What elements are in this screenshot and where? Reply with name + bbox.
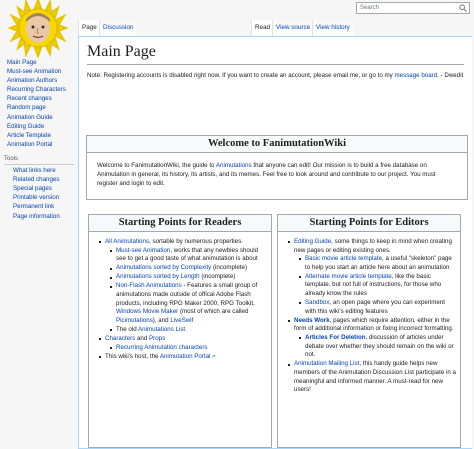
animutation-portal-link[interactable]: Animutation Portal — [159, 352, 211, 360]
list-item — [105, 238, 267, 335]
list-item-text: , discussion of articles under debate over whether they should remain on the wiki or not. — [305, 334, 454, 359]
list-item-text: , an open page where you can experiment with this wiki's editing features — [305, 299, 446, 315]
sidebar-tools-heading: Tools — [4, 155, 19, 162]
liveswif-link[interactable]: LiveSwif — [170, 316, 194, 324]
non-flash-animutations-link[interactable]: Non-Flash Animutations — [116, 282, 182, 290]
welcome-text-part: that anyone can edit! Our mission is to build a free database on Animutation in general, its history, its artists, and its memes. Feel free to look around and contribute to our project. You must register and login to edit. — [97, 162, 436, 188]
sidebar-navigation — [0, 58, 78, 149]
sorted-by-complexity-link[interactable]: Animutations sorted by Complexity — [116, 264, 212, 272]
list-item — [305, 273, 456, 299]
search-icon[interactable] — [459, 4, 467, 12]
list-item-text: , some things to keep in mind when creating new pages or editing existing ones. — [294, 238, 452, 254]
main-content — [78, 36, 472, 449]
sidebar-item-editing-guide[interactable]: Editing Guide — [7, 122, 45, 130]
page-tabs — [78, 20, 474, 36]
editors-list — [278, 232, 460, 395]
welcome-text-part: Welcome to FanimutationWiki, the guide to — [97, 162, 215, 169]
editing-guide-link[interactable]: Editing Guide — [294, 238, 332, 245]
readers-list — [89, 232, 271, 361]
editors-title: Starting Points for Editors — [278, 215, 460, 232]
sidebar-item-what-links-here[interactable]: What links here — [13, 167, 56, 175]
tab-page[interactable]: Page — [78, 20, 100, 36]
list-item — [116, 273, 267, 282]
list-item-text: This wiki's host, the — [105, 352, 159, 360]
tab-read[interactable]: Read — [251, 20, 273, 36]
notice-text: Note: Registering accounts is disabled right now. If you want to create an account, please email me, or go to my — [87, 72, 393, 79]
basic-template-link[interactable]: Basic movie article template — [305, 255, 383, 263]
list-item-text: , like the basic template, but not full of instructions, for those who already know the rules — [305, 272, 442, 298]
list-item — [116, 282, 267, 325]
sidebar-tools — [0, 166, 78, 221]
mailing-list-link[interactable]: Animutation Mailing List — [294, 360, 360, 368]
sidebar-item-main-page[interactable]: Main Page — [7, 59, 37, 66]
search-input[interactable] — [356, 2, 470, 14]
sidebar-item-random-page[interactable]: Random page — [7, 104, 46, 112]
list-item-text: The old — [116, 325, 137, 333]
search-placeholder: Search — [360, 5, 380, 11]
recurring-characters-link[interactable]: Recurring Animutation characters — [116, 343, 208, 351]
welcome-text — [87, 153, 467, 189]
list-item-text: , works that any newbies should see to get a good taste of what animutation is about — [116, 246, 259, 263]
editors-box — [277, 214, 461, 448]
tab-view-history[interactable]: View history — [312, 20, 353, 36]
list-item-text: , a useful "skeleton" page to help you start an article here about an animutation — [305, 255, 452, 271]
page-title: Main Page — [87, 43, 464, 65]
sidebar-item-animation-portal[interactable]: Animation Portal — [7, 140, 53, 148]
sandbox-link[interactable]: Sandbox — [305, 299, 330, 307]
welcome-title: Welcome to FanimutationWiki — [87, 136, 467, 153]
tab-discussion[interactable]: Discussion — [99, 20, 136, 36]
list-item-text: (incomplete) — [199, 273, 236, 281]
sidebar-item-special-pages[interactable]: Special pages — [13, 185, 52, 193]
characters-link[interactable]: Characters — [105, 335, 136, 343]
sidebar-item-printable-version[interactable]: Printable version — [13, 194, 60, 202]
all-animutations-link[interactable]: All Animutations — [105, 238, 150, 245]
list-item — [105, 353, 267, 362]
props-link[interactable]: Props — [149, 335, 166, 343]
tab-view-source[interactable]: View source — [272, 20, 313, 36]
sidebar-item-animation-authors[interactable]: Animation Authors — [7, 77, 58, 85]
sidebar-item-must-see-animation[interactable]: Must-see Animation — [7, 68, 62, 76]
list-item — [294, 238, 456, 316]
animutations-list-link[interactable]: Animutations List — [138, 325, 186, 333]
sidebar-item-recent-changes[interactable]: Recent changes — [7, 95, 52, 103]
message-board-link[interactable]: message board — [394, 72, 438, 79]
readers-box — [88, 214, 272, 448]
sidebar-item-recurring-characters[interactable]: Recurring Characters — [7, 86, 66, 94]
list-item-text: , pages which require attention, either in the form of additional information or fixing incorrect formatting. — [294, 316, 454, 333]
list-item-text: ), and — [152, 316, 169, 324]
list-item-text: (most of which are called — [178, 308, 249, 316]
animutations-link[interactable]: Animutations — [215, 162, 252, 169]
sidebar — [0, 58, 78, 221]
list-item-text: , this handy guide helps new members of the Animutation Discussion List participate in a meaningful and informed manner. A must-read for new users! — [294, 360, 456, 394]
sidebar-item-article-template[interactable]: Article Template — [7, 131, 51, 139]
list-item-text: and — [135, 335, 150, 343]
list-item — [294, 360, 456, 394]
list-item — [305, 334, 456, 360]
list-item — [294, 317, 456, 360]
list-item — [305, 299, 456, 316]
readers-title: Starting Points for Readers — [89, 215, 271, 232]
list-item-text: - Features a small group of animutations made outside of offical Adobe Flash products, including RPG Maker 2000, RPG Toolkit, — [116, 282, 258, 307]
list-item — [105, 335, 267, 352]
list-item-text: , sortable by numerous properties. — [149, 238, 243, 245]
sidebar-item-related-changes[interactable]: Related changes — [13, 176, 60, 184]
list-item — [116, 264, 267, 273]
list-item — [116, 326, 267, 335]
needs-work-link[interactable]: Needs Work — [294, 316, 330, 324]
list-item — [305, 255, 456, 272]
sidebar-item-page-information[interactable]: Page information — [13, 212, 60, 220]
sorted-by-length-link[interactable]: Animutations sorted by Length — [116, 273, 200, 281]
external-link-icon: ↗ — [211, 353, 216, 360]
picimutations-link[interactable]: Picimutations — [116, 316, 153, 324]
alternate-template-link[interactable]: Alternate movie article template — [305, 272, 392, 280]
articles-for-deletion-link[interactable]: Articles For Deletion — [305, 334, 366, 342]
sidebar-item-animation-guide[interactable]: Animation Guide — [7, 113, 53, 121]
registration-notice — [87, 71, 464, 80]
list-item-text: (incomplete) — [211, 264, 248, 272]
welcome-box — [86, 135, 468, 200]
sun-face-logo-icon — [0, 0, 76, 58]
list-item — [116, 247, 267, 264]
sidebar-tools-divider — [4, 164, 74, 165]
list-item — [116, 344, 267, 353]
site-logo[interactable] — [0, 0, 76, 58]
notice-suffix: . - Dwedit — [437, 72, 464, 79]
sidebar-item-permanent-link[interactable]: Permanent link — [13, 203, 55, 211]
must-see-animation-link[interactable]: Must-see Animation — [116, 246, 171, 254]
windows-movie-maker-link[interactable]: Windows Movie Maker — [116, 308, 179, 316]
